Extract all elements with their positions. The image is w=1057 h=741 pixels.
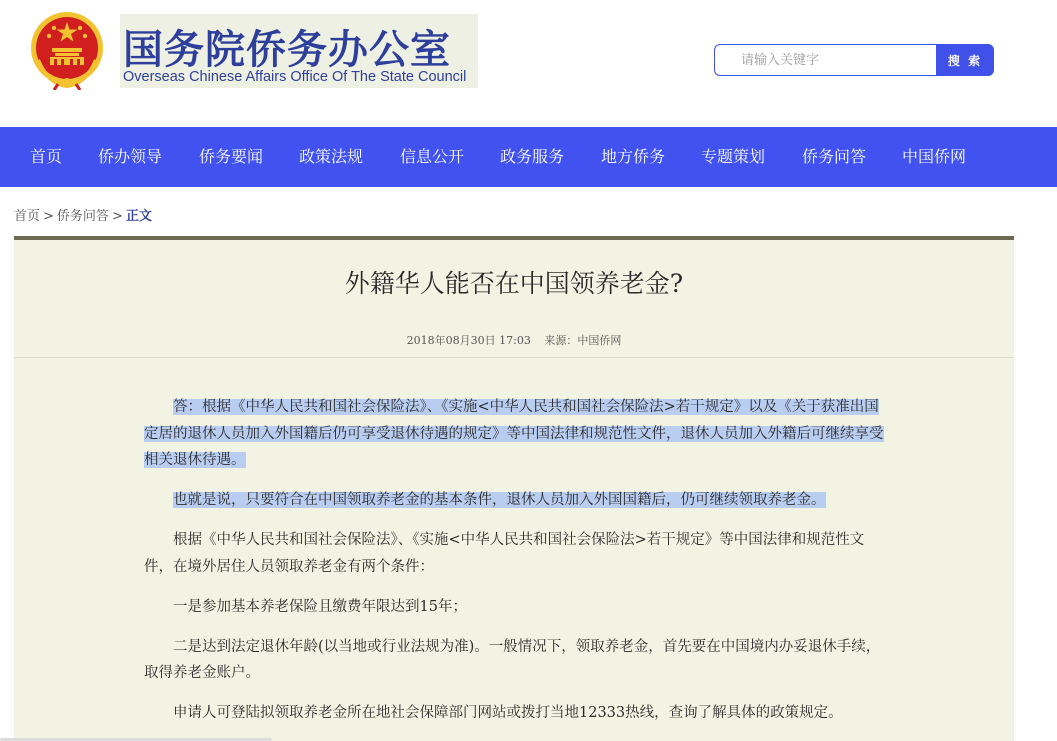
breadcrumb-separator: > — [111, 209, 123, 224]
site-header — [0, 0, 1057, 127]
article-body — [144, 394, 884, 740]
highlighted-text: 答：根据《中华人民共和国社会保险法》、《实施<中华人民共和国社会保险法>若干规定》以及《关于获准出国定居的退休人员加入外国籍后仍可享受退休待遇的规定》等中国法律和规范性文件，退休人员加入外籍后可继续享受相关退休待遇。 — [144, 399, 884, 468]
highlighted-text: 也就是说，只要符合在中国领取养老金的基本条件，退休人员加入外国国籍后，仍可继续领取养老金。 — [173, 492, 826, 508]
nav-item-leaders[interactable]: 侨办领导 — [98, 147, 163, 166]
article-title: 外籍华人能否在中国领养老金? — [344, 269, 684, 298]
article-paragraph: 根据《中华人民共和国社会保险法》、《实施<中华人民共和国社会保险法>若干规定》等中国法律和规范性文件，在境外居住人员领取养老金有两个条件： — [144, 532, 865, 575]
nav-item-info-disclosure[interactable]: 信息公开 — [400, 147, 465, 166]
nav-item-qa[interactable]: 侨务问答 — [802, 147, 867, 166]
breadcrumb-section[interactable]: 侨务问答 — [56, 209, 109, 224]
site-logo[interactable] — [120, 14, 478, 88]
breadcrumb-home[interactable]: 首页 — [14, 209, 41, 224]
article-source: 中国侨网 — [577, 334, 622, 347]
main-nav — [0, 127, 1057, 187]
article-date: 2018年08月30日 17:03 — [406, 334, 531, 347]
nav-item-chinaqw[interactable]: 中国侨网 — [902, 147, 967, 166]
nav-item-news[interactable]: 侨务要闻 — [199, 147, 264, 166]
nav-item-gov-services[interactable]: 政务服务 — [500, 147, 565, 166]
breadcrumb-current: 正文 — [125, 209, 152, 224]
logo-english-text: Overseas Chinese Affairs Office Of The State Council — [123, 69, 467, 85]
article-paragraph: 申请人可登陆拟领取养老金所在地社会保障部门网站或拨打当地12333热线，查询了解具体的政策规定。 — [173, 705, 843, 721]
article-paragraph — [144, 487, 884, 514]
meta-divider — [14, 357, 1014, 358]
search-input[interactable] — [714, 44, 936, 76]
article-source-label: 来源： — [544, 334, 578, 347]
nav-item-local-affairs[interactable]: 地方侨务 — [601, 147, 666, 166]
article-meta — [14, 332, 1014, 348]
nav-item-home[interactable]: 首页 — [30, 147, 63, 166]
article-paragraph — [144, 394, 884, 474]
breadcrumb — [14, 205, 152, 224]
breadcrumb-separator: > — [43, 209, 54, 224]
nav-item-policies[interactable]: 政策法规 — [299, 147, 364, 166]
national-emblem-icon — [28, 10, 106, 90]
article-paragraph: 一是参加基本养老保险且缴费年限达到15年； — [173, 598, 467, 615]
logo-chinese-text: 国务院侨务办公室 — [123, 27, 451, 73]
search-button[interactable]: 搜 索 — [936, 44, 994, 76]
nav-item-features[interactable]: 专题策划 — [701, 147, 766, 166]
article-paragraph: 二是达到法定退休年龄(以当地或行业法规为准)。一般情况下，领取养老金，首先要在中国境内办妥退休手续，取得养老金账户。 — [144, 638, 881, 681]
article-panel — [14, 236, 1014, 741]
